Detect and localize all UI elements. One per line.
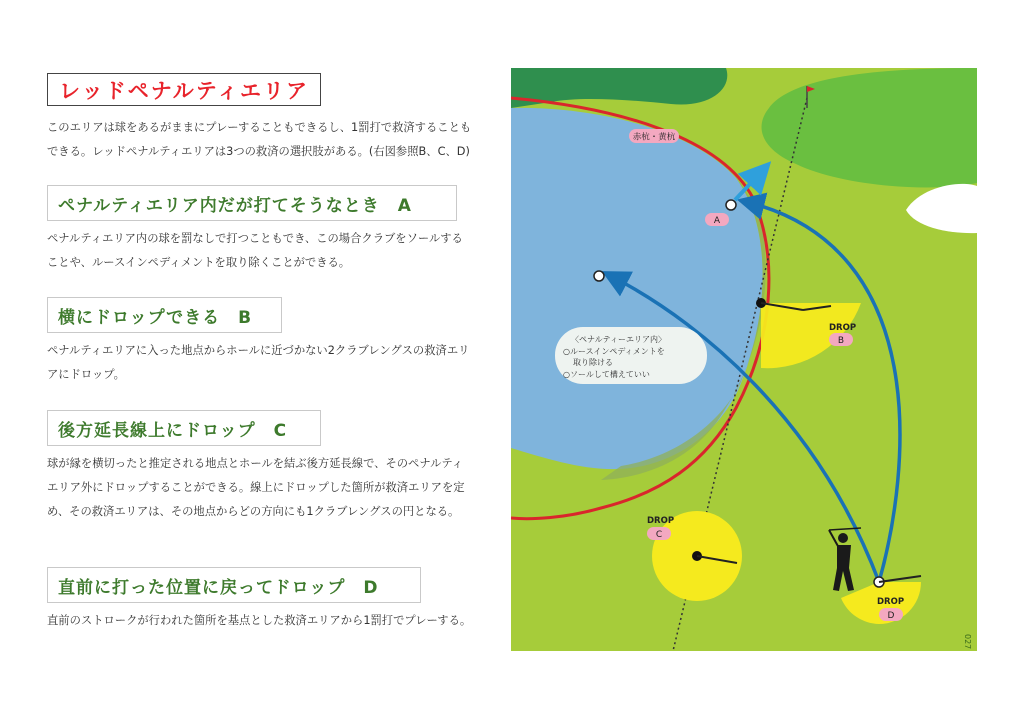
ball-a: [726, 200, 736, 210]
section-d-heading: 直前に打った位置に戻ってドロップ D: [47, 567, 421, 603]
page-title: レッドペナルティエリア: [47, 73, 321, 106]
section-d-text: 直前のストロークが行われた箇所を基点とした救済エリアから1罰打でプレーする。: [47, 614, 472, 627]
label-d: D: [887, 611, 895, 621]
page-number: 027: [963, 634, 972, 650]
section-c-text: 球が縁を横切ったと推定される地点とホールを結ぶ後方延長線で、そのペナルティエリア外にドロップすることができる。線上にドロップした箇所が救済エリアを定め、その救済エリアは、その地点からどの方向にも1クラブレングスの円となる。: [47, 457, 465, 518]
stake-label: 赤杭・黄杭: [632, 132, 676, 143]
intro-text: このエリアは球をあるがままにプレーすることもできるし、1罰打で救済することもできる。レッドペナルティエリアは3つの救済の選択肢がある。(右図参照B、C、D): [47, 121, 472, 158]
section-a-text: ペナルティエリア内の球を罰なしで打つこともでき、この場合クラブをソールすることや、ルースインペディメントを取り除くことができる。: [47, 232, 463, 269]
drop-label-c: DROP: [647, 516, 675, 526]
section-b-text: ペナルティエリアに入った地点からホールに近づかない2クラブレングスの救済エリアにドロップ。: [47, 344, 470, 381]
section-a-heading: ペナルティエリア内だが打てそうなとき A: [47, 185, 457, 221]
section-b-heading: 横にドロップできる B: [47, 297, 282, 333]
note-title: 〈ペナルティーエリア内〉: [571, 335, 666, 344]
note-line-2: 取り除ける: [573, 358, 613, 367]
note-line-1: ○ルースインペディメントを: [563, 347, 665, 356]
drop-label-d: DROP: [877, 597, 905, 607]
label-c: C: [655, 530, 663, 540]
note-line-3: ○ソールして構えていい: [563, 370, 650, 379]
label-a: A: [713, 216, 721, 226]
penalty-area-diagram: [511, 68, 977, 651]
drop-label-b: DROP: [829, 323, 857, 333]
label-b: B: [837, 336, 845, 346]
section-c-heading: 後方延長線上にドロップ C: [47, 410, 321, 446]
ball-b-lost: [594, 271, 604, 281]
